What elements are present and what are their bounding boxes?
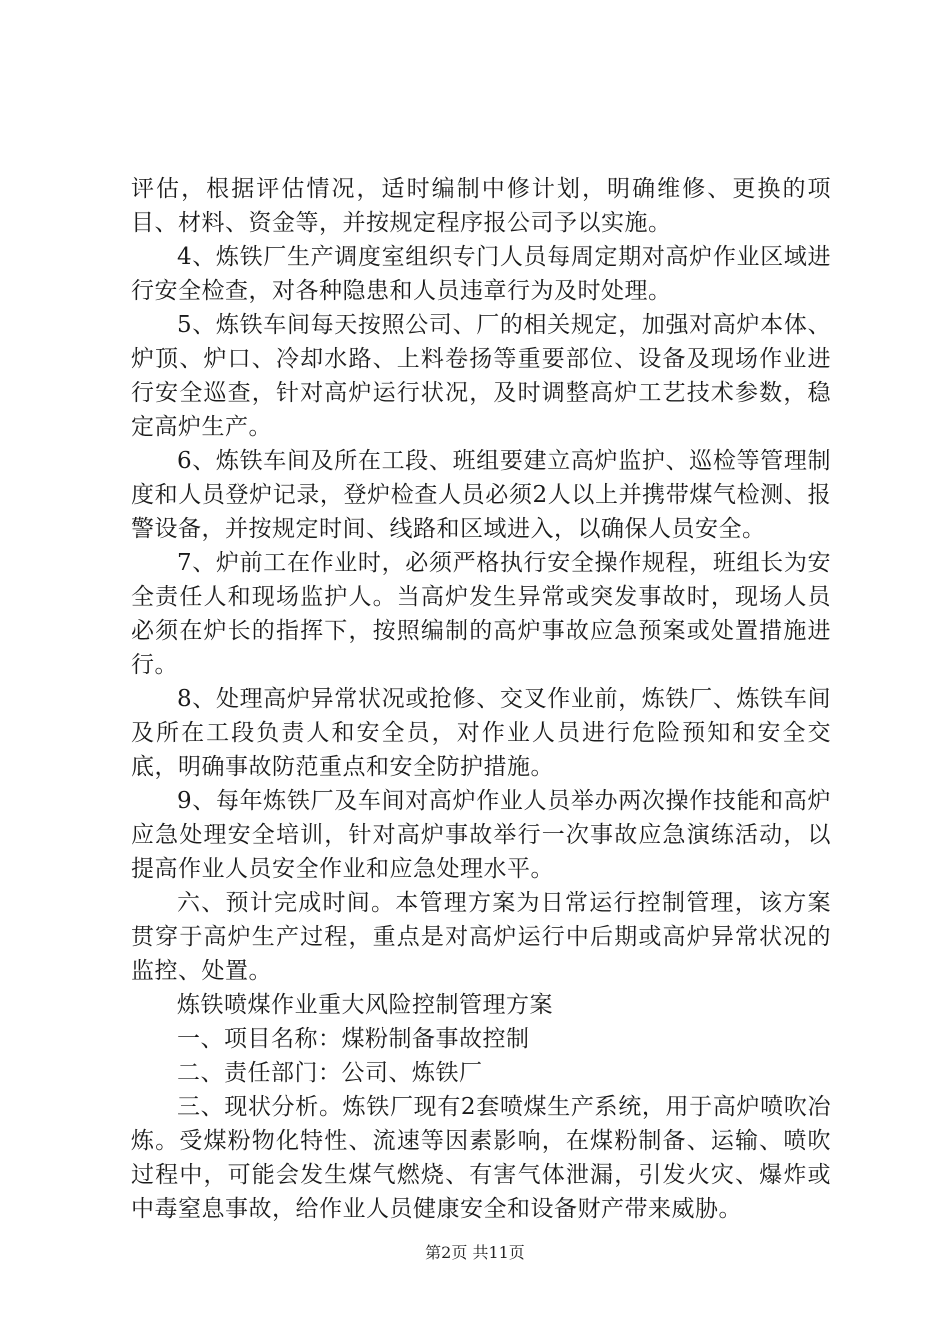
paragraph-section-1: 一、项目名称：煤粉制备事故控制 bbox=[177, 1026, 530, 1052]
paragraph-section-6: 六、预计完成时间。本管理方案为日常运行控制管理，该方案贯穿于高炉生产过程，重点是对高炉运行中后期或高炉异常状况的监控、处置。 bbox=[131, 890, 831, 984]
document-body bbox=[131, 172, 831, 1226]
page-footer: 第2页 共11页 bbox=[425, 1243, 525, 1262]
paragraph-item-9: 9、每年炼铁厂及车间对高炉作业人员举办两次操作技能和高炉应急处理安全培训，针对高炉事故举行一次事故应急演练活动，以提高作业人员安全作业和应急处理水平。 bbox=[131, 788, 831, 882]
paragraph-item-8: 8、处理高炉异常状况或抢修、交叉作业前，炼铁厂、炼铁车间及所在工段负责人和安全员，对作业人员进行危险预知和安全交底，明确事故防范重点和安全防护措施。 bbox=[131, 686, 831, 780]
paragraph-section-3: 三、现状分析。炼铁厂现有2套喷煤生产系统，用于高炉喷吹冶炼。受煤粉物化特性、流速等因素影响，在煤粉制备、运输、喷吹过程中，可能会发生煤气燃烧、有害气体泄漏，引发火灾、爆炸或中毒窒息事故，给作业人员健康安全和设备财产带来威胁。 bbox=[131, 1094, 831, 1222]
paragraph-item-7: 7、炉前工在作业时，必须严格执行安全操作规程，班组长为安全责任人和现场监护人。当高炉发生异常或突发事故时，现场人员必须在炉长的指挥下，按照编制的高炉事故应急预案或处置措施进行。 bbox=[131, 550, 831, 678]
paragraph-item-6: 6、炼铁车间及所在工段、班组要建立高炉监护、巡检等管理制度和人员登炉记录，登炉检查人员必须2人以上并携带煤气检测、报警设备，并按规定时间、线路和区域进入，以确保人员安全。 bbox=[131, 448, 831, 542]
paragraph-item-4: 4、炼铁厂生产调度室组织专门人员每周定期对高炉作业区域进行安全检查，对各种隐患和人员违章行为及时处理。 bbox=[131, 244, 831, 304]
paragraph-continuation: 评估，根据评估情况，适时编制中修计划，明确维修、更换的项目、材料、资金等，并按规定程序报公司予以实施。 bbox=[131, 176, 831, 236]
paragraph-item-5: 5、炼铁车间每天按照公司、厂的相关规定，加强对高炉本体、炉顶、炉口、冷却水路、上料卷扬等重要部位、设备及现场作业进行安全巡查，针对高炉运行状况，及时调整高炉工艺技术参数，稳定高炉生产。 bbox=[131, 312, 831, 440]
paragraph-section-2: 二、责任部门：公司、炼铁厂 bbox=[177, 1060, 483, 1086]
section-heading: 炼铁喷煤作业重大风险控制管理方案 bbox=[177, 992, 553, 1018]
